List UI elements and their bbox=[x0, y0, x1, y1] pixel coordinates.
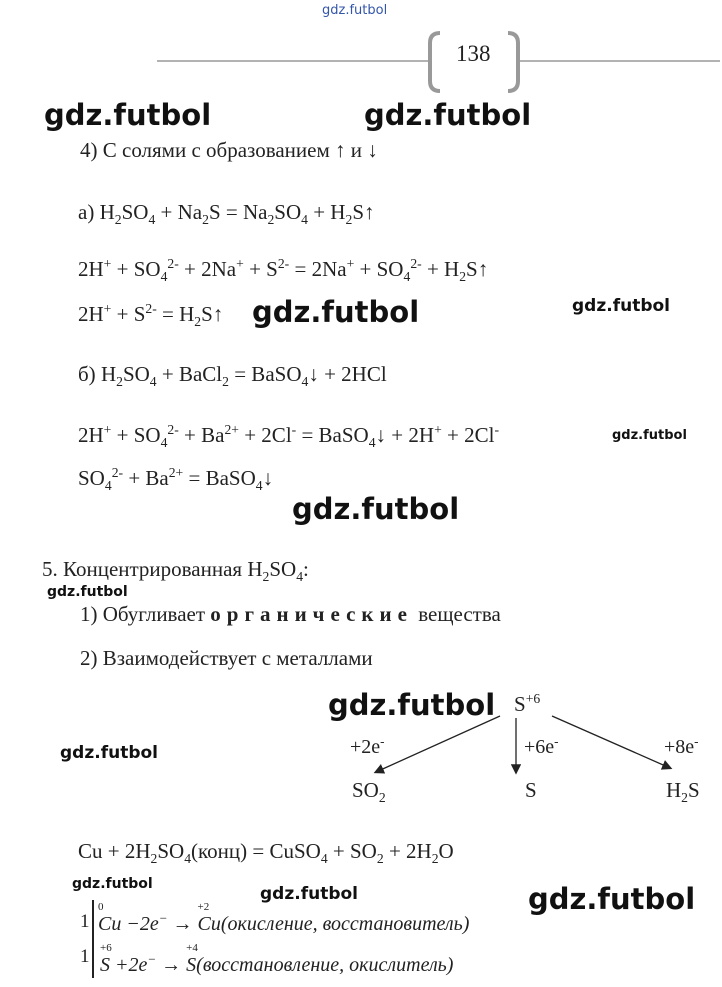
scheme-product-2: S bbox=[525, 778, 537, 802]
page-header-rule bbox=[0, 25, 722, 95]
watermark: gdz.futbol bbox=[328, 688, 496, 722]
scheme-arrows bbox=[360, 712, 680, 782]
watermark: gdz.futbol bbox=[72, 876, 153, 892]
watermark: gdz.futbol bbox=[612, 428, 687, 443]
watermark: gdz.futbol bbox=[60, 743, 158, 763]
final-equation: $Cu + 2H_2SO_4(конц)$ = CuSO$_4$ + $SO_2 + 2H_2O$ bbox=[78, 839, 454, 867]
watermark: gdz.futbol bbox=[528, 882, 696, 916]
scheme-product-1: $SO_2$ bbox=[352, 778, 386, 806]
watermark: gdz.futbol bbox=[364, 98, 532, 132]
item5-point2: 2) Взаимодействует с металлами bbox=[80, 646, 373, 670]
eq-b1: б) $H_2SO_4$ + BaCl$_2$ = BaSO$_4$↓ + 2HCl bbox=[78, 362, 387, 390]
watermark-top: gdz.futbol bbox=[322, 3, 388, 18]
scheme-label-2: +6e- bbox=[524, 733, 559, 758]
scheme-label-3: +8e- bbox=[664, 733, 699, 758]
eq-b3: $SO_4^{2-} + Ba^{2+}$ = BaSO$_4$↓ bbox=[78, 465, 274, 494]
watermark: gdz.futbol bbox=[252, 295, 420, 329]
balance-bracket bbox=[92, 900, 94, 978]
balance-coef-2: 1 bbox=[80, 946, 90, 967]
balance-coef-1: 1 bbox=[80, 911, 90, 932]
item4-title: 4) С солями с образованием ↑ и ↓ bbox=[80, 138, 378, 162]
watermark: gdz.futbol bbox=[260, 884, 358, 904]
watermark: gdz.futbol bbox=[47, 584, 128, 600]
eq-a2: $2H^+ + SO_4^{2-} + 2Na^+ + S^{2-} = 2Na^+ + SO_4^{2-}$ + $H_2S↑$ bbox=[78, 256, 489, 285]
eq-a1: а) $H_2SO_4 + Na_2S = Na_2SO_4$ + $H_2S↑$ bbox=[78, 200, 375, 228]
scheme-label-1: +2e- bbox=[350, 733, 385, 758]
watermark: gdz.futbol bbox=[292, 492, 460, 526]
watermark: gdz.futbol bbox=[572, 296, 670, 316]
watermark: gdz.futbol bbox=[44, 98, 212, 132]
page-number: 138 bbox=[456, 41, 491, 66]
item5-point1: 1) Обугливает органические вещества bbox=[80, 602, 501, 626]
item5-title: 5. Концентрированная $H_2SO_4$: bbox=[42, 557, 309, 585]
scheme-top: $S^{+6}$ bbox=[514, 691, 541, 716]
balance-row-1: 0 Cu −2e− → +2 Cu(окисление, восстановитель) bbox=[98, 901, 470, 935]
eq-b2: $2H^+ + SO_4^{2-} + Ba^{2+} + 2Cl^-$ = BaSO$_4$↓ + 2H+ + 2Cl- bbox=[78, 422, 499, 451]
eq-a3: $2H^+ + S^{2-}$ = $H_2S↑$ bbox=[78, 301, 224, 330]
scheme-product-3: $H_2S$ bbox=[666, 778, 700, 806]
balance-row-2: +6 S +2e− → +4 S(восстановление, окислитель) bbox=[100, 942, 454, 976]
